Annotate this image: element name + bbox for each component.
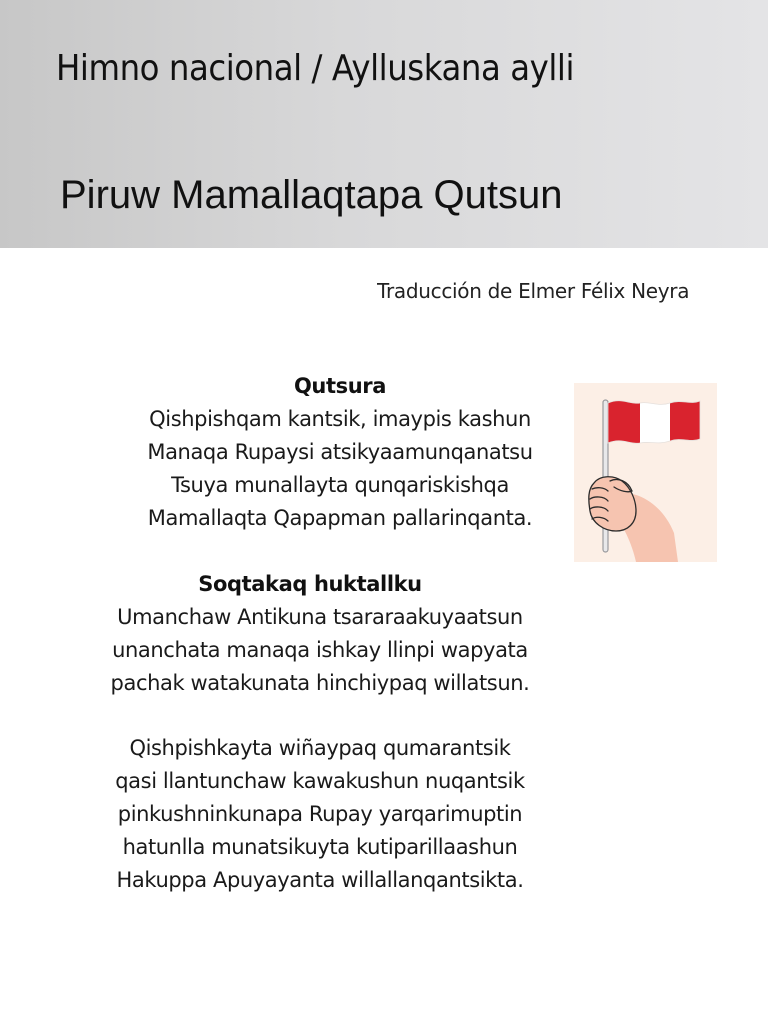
hand [589, 477, 636, 531]
verse-heading-block [70, 568, 550, 601]
verse-line: pachak watakunata hinchiypaq willatsun. [110, 671, 530, 695]
hand-holding-peru-flag-icon [574, 383, 717, 562]
header-banner [0, 0, 768, 248]
verse-line: Umanchaw Antikuna tsararaakuyaatsun [117, 605, 523, 629]
verse-line: hatunlla munatsikuyta kutiparillaashun [122, 835, 518, 859]
chorus-heading: Qutsura [293, 374, 387, 398]
flag-illustration [574, 383, 717, 562]
peru-flag [608, 401, 700, 444]
verse-line: Qishpishkayta wiñaypaq qumarantsik [129, 736, 511, 760]
verse-line: unanchata manaqa ishkay llinpi wapyata [112, 638, 528, 662]
chorus-line: Qishpishqam kantsik, imaypis kashun [149, 407, 531, 431]
verse-heading: Soqtakaq huktallku [198, 572, 422, 596]
page-title: Himno nacional / Aylluskana aylli [56, 48, 575, 89]
chorus-line: Tsuya munallayta qunqariskishqa [171, 473, 509, 497]
verse-stanza-1 [70, 601, 570, 700]
verse-line: qasi llantunchaw kawakushun nuqantsik [115, 769, 525, 793]
translation-credit: Traducción de Elmer Félix Neyra [377, 279, 690, 303]
page-subtitle: Piruw Mamallaqtapa Qutsun [60, 173, 563, 217]
verse-line: pinkushninkunapa Rupay yarqarimuptin [117, 802, 523, 826]
verse-line: Hakuppa Apuyayanta willallanqantsikta. [116, 868, 524, 892]
chorus-line: Mamallaqta Qapapman pallarinqanta. [147, 506, 533, 530]
chorus-line: Manaqa Rupaysi atsikyaamunqanatsu [147, 440, 533, 464]
verse-stanza-2 [70, 732, 570, 897]
chorus-section [100, 370, 580, 535]
